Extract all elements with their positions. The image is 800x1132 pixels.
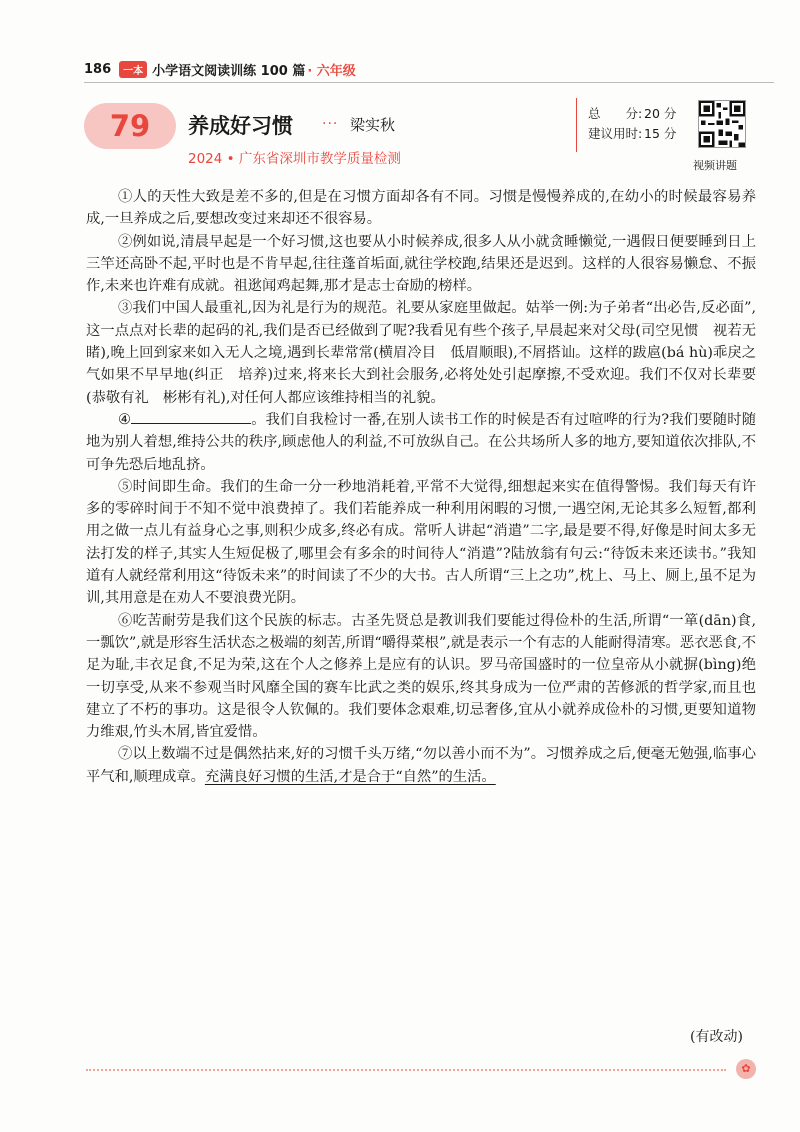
page-number: 186 bbox=[84, 61, 112, 77]
lesson-number: 79 bbox=[109, 109, 151, 143]
paragraph-2: ②例如说,清晨早起是一个好习惯,这也要从小时候养成,很多人从小就贪睡懒觉,一遇假日便要睡到日上三竿还高卧不起,平时也是不肯早起,往往蓬首垢面,就往学校跑,结果还是迟到。这样的人很容易懒怠、不振作,未来也许难有成就。祖逖闻鸡起舞,那才是志士奋励的榜样。 bbox=[86, 233, 756, 295]
time-label: 建议用时: bbox=[588, 126, 643, 141]
lesson-author: 梁实秋 bbox=[350, 116, 396, 134]
paragraph-4 bbox=[86, 409, 756, 476]
paragraph-5: ⑤时间即生命。我们的生命一分一秒地消耗着,平常不大觉得,细想起来实在值得警惕。我们每天有许多的零碎时间于不知不觉中浪费掉了。我们若能养成一种利用闲暇的习惯,一遇空闲,无论其多么短暂,都利用之做一点儿有益身心之事,则积少成多,终必有成。常听人讲起“消遣”二字,最是要不得,好像是时间太多无法打发的样子,其实人生短促极了,哪里会有多余的时间待人“消遣”?陆放翁有句云:“待饭未来还读书。”我知道有人就经常利用这“待饭未来”的时间读了不少的大书。古人所谓“三上之功”,枕上、马上、厕上,虽不足为训,其用意是在劝人不要浪费光阴。 bbox=[86, 478, 756, 607]
score-info bbox=[588, 104, 676, 144]
paragraph-6: ⑥吃苦耐劳是我们这个民族的标志。古圣先贤总是教训我们要能过得俭朴的生活,所谓“一箪(dān)食,一瓢饮”,就是形容生活状态之极端的刻苦,所谓“嚼得菜根”,就是表示一个有志的人能耐得清寒。恶衣恶食,不足为耻,丰衣足食,不足为荣,这在个人之修养上是应有的认识。罗马帝国盛时的一位皇帝从小就摒(bìng)绝一切享受,从来不参观当时风靡全国的赛车比武之类的娱乐,终其身成为一位严肃的苦修派的哲学家,而且也建立了不朽的事功。这是很令人钦佩的。我们要体念艰难,切忌奢侈,宜从小就养成俭朴的习惯,更要知道物力维艰,竹头木屑,皆宜爱惜。 bbox=[86, 612, 756, 741]
lesson-number-badge bbox=[84, 103, 176, 149]
total-score-row bbox=[588, 104, 676, 124]
paragraph-4-number: ④ bbox=[118, 411, 132, 428]
info-bracket bbox=[576, 98, 583, 152]
paragraph-1: ①人的天性大致是差不多的,但是在习惯方面却各有不同。习惯是慢慢养成的,在幼小的时候最容易养成,一旦养成之后,要想改变过来却还不很容易。 bbox=[86, 189, 756, 228]
paragraph-4-text: 。我们自我检讨一番,在别人读书工作的时候是否有过喧哗的行为?我们要随时随地为别人着想,维持公共的秩序,顾虑他人的利益,不可放纵自己。在公共场所人多的地方,要知道依次排队,不可争先恐后地乱挤。 bbox=[86, 411, 756, 473]
total-score-value: 20 分 bbox=[644, 106, 677, 121]
flower-ornament-icon: ✿ bbox=[736, 1059, 756, 1079]
time-value: 15 分 bbox=[644, 126, 677, 141]
grade-label: · 六年级 bbox=[307, 63, 356, 79]
author-dots: ··· bbox=[322, 116, 339, 132]
publisher-logo: 一本 bbox=[119, 61, 147, 78]
header-divider bbox=[84, 82, 774, 83]
paragraph-7-text: ⑦以上数端不过是偶然拈来,好的习惯千头万绪,“勿以善小而不为”。习惯养成之后,便毫无勉强,临事心平气和,顺理成章。 bbox=[86, 746, 756, 785]
lesson-title: 养成好习惯 bbox=[188, 114, 293, 138]
video-label: 视频讲题 bbox=[693, 159, 737, 172]
lesson-source: 2024 • 广东省深圳市教学质量检测 bbox=[188, 151, 401, 167]
revised-note: (有改动) bbox=[690, 1029, 743, 1045]
footer-dotted-divider bbox=[86, 1069, 726, 1071]
book-title: 小学语文阅读训练 100 篇 bbox=[152, 63, 306, 79]
qr-code-icon[interactable] bbox=[698, 100, 746, 148]
running-header bbox=[84, 58, 356, 80]
paragraph-3: ③我们中国人最重礼,因为礼是行为的规范。礼要从家庭里做起。姑举一例:为子弟者“出必告,反必面”,这一点点对长辈的起码的礼,我们是否已经做到了呢?我看见有些个孩子,早晨起来对父母(司空见惯 视若无睹),晚上回到家来如入无人之境,遇到长辈常常(横眉冷目 低眉顺眼),不屑搭讪。这样的跋扈(bá hù)乖戾之气如果不早早地(纠正 培养)过来,将来长大到社会服务,必将处处引起摩擦,不受欢迎。我们不仅对长辈要(恭敬有礼 彬彬有礼),对任何人都应该维持相当的礼貌。 bbox=[86, 300, 756, 406]
total-score-label: 总 分: bbox=[588, 106, 643, 121]
paragraph-7 bbox=[86, 743, 756, 788]
underlined-sentence: 充满良好习惯的生活,才是合于“自然”的生活。 bbox=[204, 768, 496, 785]
time-row bbox=[588, 124, 676, 144]
fill-in-blank[interactable] bbox=[131, 409, 251, 424]
article-body bbox=[86, 186, 756, 788]
